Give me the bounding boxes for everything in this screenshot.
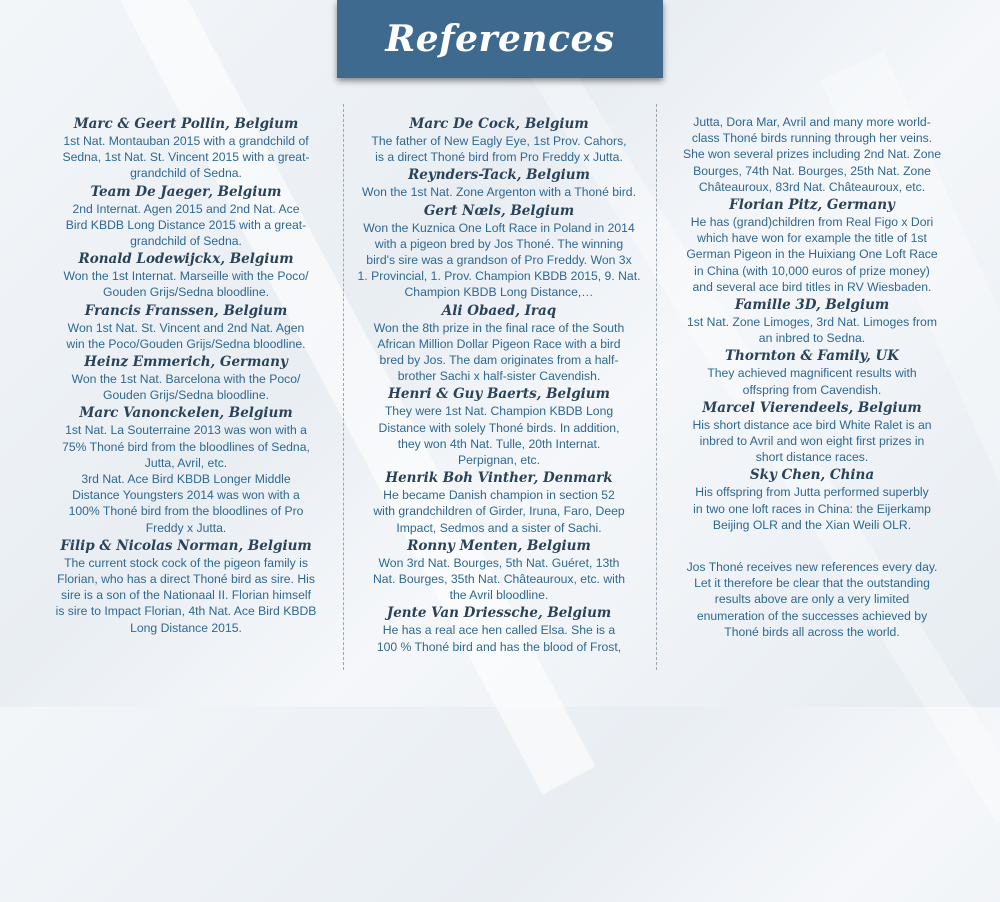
reference-name: Heinz Emmerich, Germany [84, 354, 288, 371]
closing-statement: Jos Thoné receives new references every day. Let it therefore be clear that the outstanding results above are only a very limited enumeration of the successes achieved by Thoné birds all across the world. [686, 560, 938, 639]
reference-entry [349, 470, 649, 536]
reference-entry [662, 348, 962, 397]
reference-text: Jutta, Dora Mar, Avril and many more world- class Thoné birds running through her veins. She won several prizes including 2nd Nat. Zone Bourges, 74th Nat. Bourges, 25th Nat. Zone Châteauroux, 83rd Nat. Châteauroux, etc. [682, 115, 942, 194]
reference-text: Won the 1st Nat. Barcelona with the Poco/ Gouden Grijs/Sedna bloodline. [71, 372, 301, 403]
reference-entry [349, 303, 649, 385]
reference-text: 1st Nat. Zone Limoges, 3rd Nat. Limoges from an inbred to Sedna. [687, 315, 937, 346]
reference-entry [36, 251, 336, 300]
reference-text: The father of New Eagly Eye, 1st Prov. Cahors, is a direct Thoné bird from Pro Freddy x Jutta. [371, 134, 627, 165]
reference-name: Gert Nœls, Belgium [423, 202, 575, 219]
reference-name: Ronny Menten, Belgium [407, 537, 591, 554]
reference-name: Team De Jaeger, Belgium [90, 183, 282, 200]
references-column-2 [349, 114, 649, 657]
reference-text: He became Danish champion in section 52 with grandchildren of Girder, Iruna, Faro, Deep Impact, Sedmos and a sister of Sachi. [373, 488, 625, 535]
reference-name: Jente Van Driessche, Belgium [386, 605, 612, 622]
reference-entry [662, 297, 962, 346]
reference-text: Won the 1st Nat. Zone Argenton with a Thoné bird. [362, 185, 636, 200]
reference-name: Thornton & Family, UK [724, 348, 900, 365]
reference-name: Henri & Guy Baerts, Belgium [388, 386, 610, 403]
spacer [662, 535, 962, 559]
reference-entry [662, 197, 962, 295]
reference-name: Ali Obaed, Iraq [441, 302, 557, 319]
reference-name: Marc De Cock, Belgium [409, 116, 589, 132]
reference-text: The current stock cock of the pigeon family is Florian, who has a direct Thoné bird as sire. His sire is a son of the Nationaal II. Florian himself is sire to Impact Florian, 4th Nat. Ace Bird KBDB Long Distance 2015. [55, 555, 317, 635]
reference-entry [36, 116, 336, 182]
reference-name: Henrik Boh Vinther, Denmark [385, 470, 613, 487]
reference-text: Won the 1st Internat. Marseille with the Poco/ Gouden Grijs/Sedna bloodline. [63, 269, 309, 300]
reference-name: Marc & Geert Pollin, Belgium [73, 116, 299, 132]
reference-text: Won 1st Nat. St. Vincent and 2nd Nat. Agen win the Poco/Gouden Grijs/Sedna bloodline. [66, 320, 306, 351]
reference-entry [349, 538, 649, 604]
reference-entry [36, 538, 336, 636]
reference-entry [349, 386, 649, 468]
reference-text: They were 1st Nat. Champion KBDB Long Distance with solely Thoné birds. In addition, they won 4th Nat. Tulle, 20th Internat. Perpignan, etc. [378, 404, 620, 468]
reference-text: They achieved magnificent results with offspring from Cavendish. [707, 366, 917, 397]
reference-text: His offspring from Jutta performed superbly in two one loft races in China: the Eijerkamp Beijing OLR and the Xian Weili OLR. [693, 485, 931, 532]
reference-text: Won 3rd Nat. Bourges, 5th Nat. Guéret, 13th Nat. Bourges, 35th Nat. Châteauroux, etc. with the Avril bloodline. [372, 555, 625, 603]
column-divider [656, 104, 657, 670]
references-column-1 [36, 114, 336, 638]
reference-entry [349, 116, 649, 165]
reference-entry [349, 167, 649, 200]
reference-text: He has a real ace hen called Elsa. She is a 100 % Thoné bird and has the blood of Frost, [376, 623, 622, 654]
reference-entry [662, 467, 962, 533]
reference-name: Famille 3D, Belgium [734, 297, 890, 314]
header-banner [337, 0, 663, 78]
reference-entry [349, 203, 649, 301]
reference-text: 2nd Internat. Agen 2015 and 2nd Nat. Ace Bird KBDB Long Distance 2015 with a great- grandchild of Sedna. [65, 201, 307, 249]
reference-name: Reynders-Tack, Belgium [408, 167, 590, 184]
reference-entry [36, 184, 336, 250]
reference-name: Filip & Nicolas Norman, Belgium [60, 537, 312, 554]
reference-name: Ronald Lodewijckx, Belgium [78, 251, 294, 268]
reference-name: Marc Vanonckelen, Belgium [79, 405, 293, 422]
reference-entry [36, 354, 336, 403]
reference-name: Francis Franssen, Belgium [84, 302, 288, 319]
reference-text: 1st Nat. La Souterraine 2013 was won with a 75% Thoné bird from the bloodlines of Sedna, Jutta, Avril, etc. 3rd Nat. Ace Bird KBDB Longer Middle Distance Youngsters 2014 was won with a 100% Thoné bird from the bloodlines of Pro Freddy x Jutta. [62, 423, 310, 535]
reference-entry [36, 303, 336, 352]
page-title: References [385, 18, 615, 60]
references-column-3 [662, 114, 962, 640]
reference-text: Won the 8th prize in the final race of the South African Million Dollar Pigeon Race with a bird bred by Jos. The dam originates from a half- brother Sachi x half-sister Cavendish. [373, 320, 625, 384]
reference-name: Sky Chen, China [749, 467, 875, 484]
reference-name: Florian Pitz, Germany [729, 197, 895, 214]
reference-entry [36, 405, 336, 535]
reference-text: Won the Kuznica One Loft Race in Poland in 2014 with a pigeon bred by Jos Thoné. The winning bird's sire was a grandson of Pro Freddy. Won 3x 1. Provincial, 1. Prov. Champion KBDB 2015, 9. Nat. Champion KBDB Long Distance,… [357, 220, 641, 300]
reference-text: He has (grand)children from Real Figo x Dori which have won for example the title of 1st German Pigeon in the Huixiang One Loft Race in China (with 10,000 euros of prize money) and several ace bird titles in RV Wiesbaden. [686, 215, 938, 294]
reference-entry-continued [662, 114, 962, 195]
reference-entry [349, 605, 649, 654]
reference-text: His short distance ace bird White Ralet is an inbred to Avril and won eight first prizes in short distance races. [692, 417, 932, 465]
reference-name: Marcel Vierendeels, Belgium [702, 399, 922, 416]
reference-text: 1st Nat. Montauban 2015 with a grandchild of Sedna, 1st Nat. St. Vincent 2015 with a great- grandchild of Sedna. [62, 134, 310, 181]
reference-entry [662, 400, 962, 466]
column-divider [343, 104, 344, 670]
